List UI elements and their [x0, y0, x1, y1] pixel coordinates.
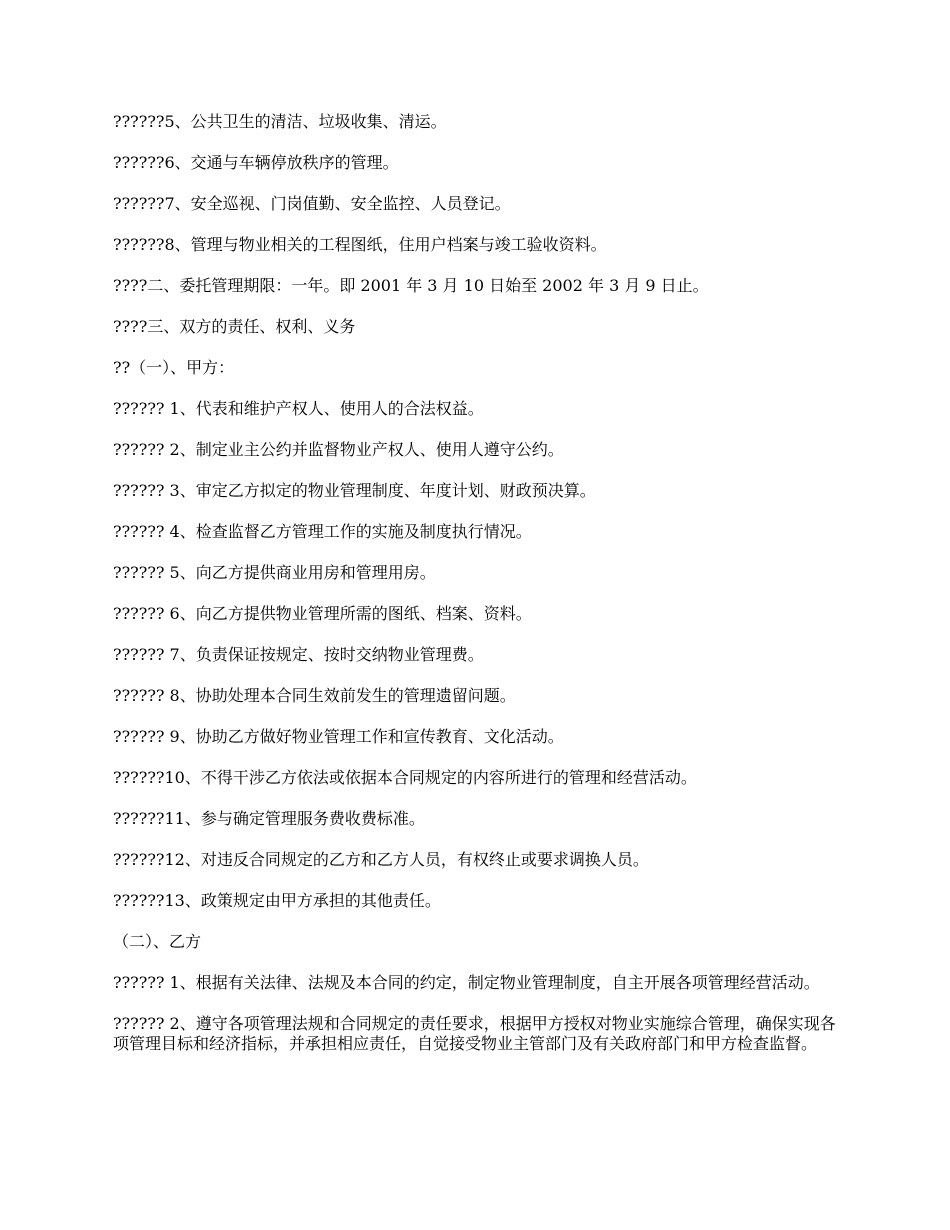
- party-a-item-1: ?????? 1、代表和维护产权人、使用人的合法权益。: [113, 399, 484, 418]
- party-a-item-6: ?????? 6、向乙方提供物业管理所需的图纸、档案、资料。: [113, 604, 532, 623]
- section-heading-term: ????二、委托管理期限：一年。即 2001 年 3 月 10 日始至 2002 年 3 月 9 日止。: [113, 276, 709, 295]
- paragraph-item-6: ??????6、交通与车辆停放秩序的管理。: [113, 153, 399, 172]
- paragraph-item-8: ??????8、管理与物业相关的工程图纸，住用户档案与竣工验收资料。: [113, 235, 607, 254]
- party-a-item-3: ?????? 3、审定乙方拟定的物业管理制度、年度计划、财政预决算。: [113, 481, 596, 500]
- paragraph-item-7: ??????7、安全巡视、门岗值勤、安全监控、人员登记。: [113, 194, 511, 213]
- party-a-item-10: ??????10、不得干涉乙方依法或依据本合同规定的内容所进行的管理和经营活动。: [113, 768, 697, 787]
- paragraph-item-5: ??????5、公共卫生的清洁、垃圾收集、清运。: [113, 112, 447, 131]
- document-body: [113, 112, 838, 1075]
- party-a-item-12: ??????12、对违反合同规定的乙方和乙方人员，有权终止或要求调换人员。: [113, 850, 649, 869]
- party-a-item-2: ?????? 2、制定业主公约并监督物业产权人、使用人遵守公约。: [113, 440, 564, 459]
- party-a-item-11: ??????11、参与确定管理服务费收费标准。: [113, 809, 425, 828]
- party-a-item-13: ??????13、政策规定由甲方承担的其他责任。: [113, 891, 441, 910]
- party-a-item-9: ?????? 9、协助乙方做好物业管理工作和宣传教育、文化活动。: [113, 727, 564, 746]
- party-a-item-4: ?????? 4、检查监督乙方管理工作的实施及制度执行情况。: [113, 522, 532, 541]
- party-a-item-7: ?????? 7、负责保证按规定、按时交纳物业管理费。: [113, 645, 484, 664]
- party-b-item-2: ?????? 2、遵守各项管理法规和合同规定的责任要求，根据甲方授权对物业实施综合管理，确保实现各项管理目标和经济指标，并承担相应责任，自觉接受物业主管部门及有关政府部门和甲方检查监督。: [113, 1014, 836, 1053]
- subsection-heading-party-a: ??（一）、甲方：: [113, 358, 235, 377]
- party-b-item-1: ?????? 1、根据有关法律、法规及本合同的约定，制定物业管理制度，自主开展各项管理经营活动。: [113, 973, 820, 992]
- subsection-heading-party-b: （二）、乙方: [113, 932, 202, 951]
- party-a-item-5: ?????? 5、向乙方提供商业用房和管理用房。: [113, 563, 436, 582]
- section-heading-responsibilities: ????三、双方的责任、权利、义务: [113, 317, 356, 336]
- party-a-item-8: ?????? 8、协助处理本合同生效前发生的管理遗留问题。: [113, 686, 516, 705]
